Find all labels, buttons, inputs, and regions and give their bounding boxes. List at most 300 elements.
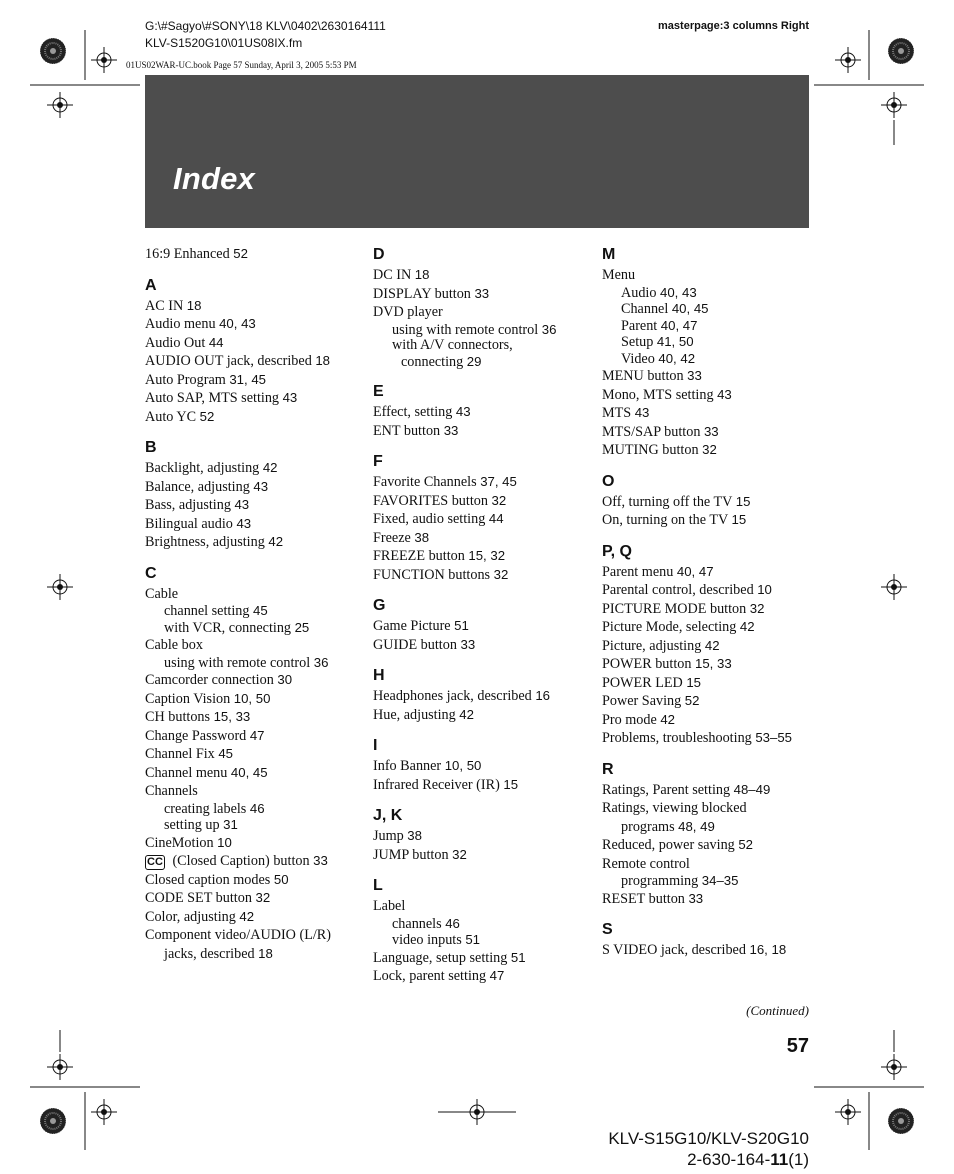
index-entry (602, 941, 827, 960)
index-term: 16:9 Enhanced (145, 246, 234, 262)
index-entry (145, 671, 370, 690)
index-term: Backlight, adjusting (145, 460, 263, 476)
index-entry (373, 529, 598, 548)
index-term: AC IN (145, 297, 187, 314)
index-page-ref: 15 (735, 493, 751, 509)
index-entry (373, 846, 598, 865)
index-entry (145, 852, 370, 871)
index-term: Auto YC (145, 408, 200, 425)
index-entry (602, 729, 827, 748)
index-page-ref: 40, 42 (658, 350, 696, 366)
index-entry (145, 245, 370, 264)
index-entry (373, 776, 598, 795)
index-term: Hue, adjusting (373, 706, 460, 723)
index-page-ref: 34–35 (701, 873, 739, 888)
index-page-ref: 18 (315, 353, 331, 368)
index-entry (145, 389, 370, 408)
index-page-ref: 52 (684, 693, 700, 708)
index-entry (602, 563, 827, 582)
index-term: Cable (145, 585, 179, 602)
document-code-prefix: 2-630-164- (687, 1150, 771, 1169)
index-page-ref: 43 (634, 405, 650, 420)
index-term: Channel Fix (145, 746, 219, 762)
index-entry (145, 459, 370, 478)
index-entry (373, 967, 598, 986)
document-code-bold: 11 (770, 1150, 789, 1169)
index-column-2 (373, 245, 598, 986)
index-term: CODE SET button (145, 890, 256, 906)
index-page-ref: 15, 32 (468, 548, 506, 563)
index-column-1 (145, 245, 370, 963)
index-page-ref: 46 (445, 915, 460, 931)
page-number: 57 (786, 1035, 809, 1057)
index-page-ref: 44 (208, 334, 224, 350)
index-term: Video (621, 350, 659, 367)
index-section (145, 564, 370, 964)
index-entry (145, 603, 370, 620)
index-term: using with remote control (164, 654, 314, 671)
index-page-ref: 43 (717, 386, 732, 402)
index-section (145, 438, 370, 552)
index-term: Reduced, power saving (602, 837, 739, 853)
closed-caption-icon: CC (147, 856, 163, 868)
index-section (602, 245, 827, 460)
index-page-ref: 33 (313, 853, 328, 868)
index-section (145, 245, 370, 264)
index-entry (602, 692, 827, 711)
index-page-ref: 44 (488, 511, 504, 526)
index-term: S VIDEO jack, described (602, 942, 750, 958)
index-entry (602, 600, 827, 619)
index-term: Menu (602, 267, 636, 283)
index-term: Label (373, 898, 406, 914)
index-term: (Closed Caption) button (168, 853, 314, 869)
registration-star-icon (40, 1108, 66, 1134)
registration-mark-icon (835, 1099, 861, 1125)
index-term: Channels (145, 783, 198, 799)
index-term: Balance, adjusting (145, 478, 254, 495)
index-term: DC IN (373, 267, 415, 283)
registration-star-icon (40, 38, 66, 64)
document-code-suffix: (1) (788, 1150, 809, 1169)
index-term: Fixed, audio setting (373, 511, 489, 527)
index-page-ref: 42 (704, 637, 720, 653)
index-entry (373, 949, 598, 968)
index-entry (373, 473, 598, 492)
index-page-ref: 51 (454, 618, 469, 633)
index-letter-heading: F (373, 453, 383, 470)
index-term: Closed caption modes (145, 871, 274, 888)
index-page-ref: 16, 18 (749, 942, 787, 957)
index-entry (373, 510, 598, 529)
masterpage-label: masterpage:3 columns Right (658, 20, 809, 32)
index-term: Parent (621, 317, 661, 334)
index-entry (145, 926, 370, 945)
index-section (373, 736, 598, 794)
index-page-ref: 32 (749, 600, 765, 616)
index-term: jacks, described (164, 945, 259, 962)
index-entry (602, 637, 827, 656)
index-letter-heading: E (373, 383, 384, 400)
index-term: DVD player (373, 304, 443, 320)
index-entry (145, 801, 370, 818)
registration-mark-icon (881, 92, 907, 118)
index-page-ref: 43 (236, 515, 252, 531)
index-entry (145, 889, 370, 908)
index-term: Ratings, Parent setting (602, 781, 734, 798)
index-page-ref: 40, 47 (660, 317, 698, 333)
index-entry (145, 764, 370, 783)
index-term: Bilingual audio (145, 515, 237, 532)
index-page-ref: 46 (249, 800, 265, 816)
index-entry (602, 781, 827, 800)
index-term: Audio menu (145, 316, 220, 332)
index-page-ref: 15 (731, 512, 747, 527)
index-entry (373, 897, 598, 916)
index-letter-heading: C (145, 564, 157, 582)
index-section (373, 666, 598, 724)
index-term: Component video/AUDIO (L/R) (145, 927, 331, 943)
index-section (373, 382, 598, 440)
index-term: RESET button (602, 890, 689, 907)
index-entry (602, 655, 827, 674)
index-term: FAVORITES button (373, 492, 492, 509)
index-page-ref: 40, 43 (660, 284, 697, 300)
index-entry (145, 945, 370, 964)
index-entry (373, 547, 598, 566)
index-entry (602, 873, 827, 890)
index-page-ref: 15, 33 (213, 709, 251, 724)
index-page-ref: 42 (239, 908, 255, 924)
index-page-ref: 47 (489, 968, 505, 983)
index-term: PICTURE MODE button (602, 600, 750, 617)
index-page-ref: 33 (443, 422, 459, 438)
index-page-ref: 42 (660, 711, 675, 727)
index-term: programs (621, 818, 679, 835)
index-entry (602, 301, 827, 318)
title-banner (145, 75, 809, 228)
index-letter-heading: I (373, 737, 378, 754)
index-entry (602, 799, 827, 818)
index-term: FUNCTION buttons (373, 566, 494, 583)
index-term: with VCR, connecting (164, 619, 295, 636)
index-term: Mono, MTS setting (602, 386, 718, 403)
index-term: FREEZE button (373, 548, 469, 564)
index-section (373, 596, 598, 654)
index-page-ref: 18 (414, 267, 430, 282)
index-page-ref: 33 (703, 423, 719, 439)
index-letter-heading: A (145, 276, 157, 294)
index-term: Camcorder connection (145, 672, 278, 688)
index-term: connecting (401, 353, 467, 370)
index-term: Caption Vision (145, 690, 234, 707)
index-entry (602, 493, 827, 512)
index-page-ref: 32 (702, 442, 717, 457)
index-term: creating labels (164, 800, 250, 817)
index-entry (602, 404, 827, 423)
registration-star-icon (888, 38, 914, 64)
index-page-ref: 52 (738, 837, 753, 852)
index-entry (373, 757, 598, 776)
index-term: channels (392, 915, 446, 932)
index-page-ref: 48–49 (733, 781, 771, 797)
index-entry (145, 690, 370, 709)
index-column-3 (602, 245, 827, 960)
index-section (602, 760, 827, 909)
model-numbers: KLV-S15G10/KLV-S20G10 (608, 1129, 809, 1148)
registration-mark-icon (835, 47, 861, 73)
index-entry (145, 515, 370, 534)
index-term: video inputs (392, 932, 466, 948)
index-page-ref: 42 (262, 460, 278, 475)
index-entry (602, 711, 827, 730)
index-term: On, turning on the TV (602, 512, 732, 528)
index-entry (602, 836, 827, 855)
index-letter-heading: M (602, 246, 616, 263)
registration-mark-icon (881, 574, 907, 600)
index-term: MTS (602, 405, 635, 421)
index-section (373, 452, 598, 584)
index-page-ref: 43 (282, 390, 298, 405)
index-term: MUTING button (602, 442, 703, 458)
index-entry (145, 620, 370, 637)
index-page-ref: 45 (218, 746, 233, 761)
index-term: Channel menu (145, 764, 231, 781)
index-term: programming (621, 873, 702, 889)
index-section (373, 876, 598, 986)
index-entry (602, 674, 827, 693)
index-term: GUIDE button (373, 636, 461, 653)
index-page-ref: 42 (268, 534, 284, 549)
registration-mark-icon (47, 1054, 73, 1080)
index-term: Lock, parent setting (373, 968, 490, 984)
index-page-ref: 45 (253, 603, 268, 618)
index-letter-heading: J, K (373, 807, 403, 824)
index-entry (145, 408, 370, 427)
index-letter-heading: R (602, 760, 614, 778)
index-entry (145, 871, 370, 890)
index-page-ref: 31 (223, 817, 238, 832)
index-entry (373, 303, 598, 322)
index-term: Info Banner (373, 758, 445, 774)
index-entry (602, 318, 827, 335)
index-term: setting up (164, 817, 224, 833)
index-entry (373, 422, 598, 441)
index-entry (145, 533, 370, 552)
index-entry (602, 423, 827, 442)
index-letter-heading: O (602, 472, 615, 490)
index-entry (145, 496, 370, 515)
index-entry (145, 352, 370, 371)
index-entry (602, 386, 827, 405)
index-term: MTS/SAP button (602, 423, 704, 440)
index-term: Favorite Channels (373, 474, 481, 490)
index-page-ref: 30 (277, 672, 293, 687)
index-entry (373, 354, 598, 371)
index-entry (145, 834, 370, 853)
index-term: Audio (621, 284, 661, 301)
registration-mark-icon (881, 1054, 907, 1080)
registration-mark-icon (47, 574, 73, 600)
index-page-ref: 52 (233, 246, 248, 261)
index-section (602, 920, 827, 960)
index-term: Picture Mode, selecting (602, 619, 740, 635)
index-term: DISPLAY button (373, 285, 475, 302)
index-term: Remote control (602, 855, 690, 872)
index-entry (373, 916, 598, 933)
index-term: ENT button (373, 422, 444, 439)
index-page-ref: 33 (474, 285, 490, 301)
index-page-ref: 10 (217, 834, 232, 850)
index-page-ref: 43 (455, 404, 471, 419)
index-page-ref: 10 (757, 582, 772, 597)
index-page-ref: 48, 49 (678, 818, 715, 834)
index-section (602, 542, 827, 748)
index-letter-heading: S (602, 921, 613, 938)
index-page-ref: 32 (491, 492, 507, 508)
index-page-ref: 31, 45 (229, 371, 267, 387)
index-term: Bass, adjusting (145, 497, 235, 513)
index-page-ref: 10, 50 (233, 690, 271, 706)
index-term: Headphones jack, described (373, 688, 536, 704)
index-term: Ratings, viewing blocked (602, 800, 747, 816)
index-term: channel setting (164, 603, 254, 619)
index-letter-heading: P, Q (602, 542, 632, 560)
index-entry (145, 297, 370, 316)
index-term: Jump (373, 828, 408, 844)
index-page-ref: 16 (535, 688, 550, 703)
index-entry (602, 855, 827, 874)
index-term: POWER button (602, 656, 696, 672)
index-term: POWER LED (602, 674, 687, 691)
continued-note: (Continued) (746, 1003, 809, 1018)
index-page-ref: 15 (503, 776, 519, 792)
index-entry (145, 478, 370, 497)
index-page-ref: 38 (414, 529, 430, 545)
book-info: 01US02WAR-UC.book Page 57 Sunday, April 3, 2005 5:53 PM (126, 60, 357, 70)
index-entry (373, 636, 598, 655)
index-term: CH buttons (145, 709, 214, 725)
index-entry (373, 706, 598, 725)
index-entry (602, 351, 827, 368)
index-letter-heading: L (373, 877, 383, 894)
index-section (602, 472, 827, 530)
index-term: Language, setup setting (373, 949, 511, 966)
registration-star-icon (888, 1108, 914, 1134)
index-term: JUMP button (373, 846, 453, 863)
index-page-ref: 41, 50 (656, 334, 694, 349)
index-term: Power Saving (602, 693, 685, 709)
index-entry (145, 585, 370, 604)
index-term: Setup (621, 334, 657, 350)
index-page-ref: 18 (186, 297, 202, 313)
file-path-line2: KLV-S1520G10\01US08IX.fm (145, 36, 303, 50)
index-entry (145, 727, 370, 746)
index-term: Infrared Receiver (IR) (373, 776, 504, 793)
index-entry (373, 338, 598, 354)
index-entry (145, 334, 370, 353)
index-term: CineMotion (145, 834, 218, 851)
index-term: Change Password (145, 727, 250, 744)
index-term: Cable box (145, 637, 203, 653)
index-entry (145, 315, 370, 334)
page-title: Index (173, 161, 255, 196)
index-page-ref: 33 (688, 890, 704, 906)
index-page-ref: 25 (294, 619, 310, 635)
index-term: Off, turning off the TV (602, 493, 736, 510)
index-page-ref: 32 (255, 890, 271, 905)
index-term: with A/V connectors, (392, 337, 513, 353)
index-entry (602, 285, 827, 302)
index-section (145, 276, 370, 427)
index-entry (373, 403, 598, 422)
index-page-ref: 18 (258, 945, 273, 961)
index-term: Auto SAP, MTS setting (145, 390, 283, 406)
index-entry (373, 266, 598, 285)
index-page-ref: 33 (460, 636, 476, 652)
index-entry (373, 566, 598, 585)
index-page-ref: 36 (313, 654, 329, 670)
index-page-ref: 43 (234, 497, 250, 512)
index-term: Parental control, described (602, 582, 758, 598)
index-entry (602, 367, 827, 386)
index-term: Auto Program (145, 371, 230, 388)
index-term: using with remote control (392, 321, 542, 338)
index-entry (602, 818, 827, 837)
index-page-ref: 36 (541, 321, 557, 337)
index-entry (602, 890, 827, 909)
index-page-ref: 40, 45 (230, 764, 268, 780)
index-term: Picture, adjusting (602, 637, 705, 654)
index-entry (145, 371, 370, 390)
index-page-ref: 32 (493, 566, 509, 582)
index-term: Parent menu (602, 563, 677, 580)
index-entry (602, 266, 827, 285)
index-entry (373, 932, 598, 949)
index-entry (373, 687, 598, 706)
index-page-ref: 29 (466, 353, 482, 369)
index-entry (145, 636, 370, 655)
index-entry (602, 511, 827, 530)
index-term: Pro mode (602, 711, 661, 728)
registration-mark-icon (47, 92, 73, 118)
index-page-ref: 43 (253, 478, 269, 494)
index-letter-heading: B (145, 439, 157, 456)
registration-mark-icon (91, 47, 117, 73)
index-term: Color, adjusting (145, 908, 240, 925)
index-page-ref: 51 (510, 949, 526, 965)
index-entry (145, 817, 370, 834)
index-page-ref: 52 (199, 408, 215, 424)
index-entry (145, 708, 370, 727)
index-entry (373, 827, 598, 846)
index-term: Effect, setting (373, 404, 456, 420)
index-entry (373, 492, 598, 511)
index-page-ref: 42 (459, 706, 474, 722)
index-entry (373, 322, 598, 339)
index-page-ref: 32 (452, 846, 467, 862)
index-letter-heading: G (373, 597, 386, 614)
index-term: MENU button (602, 368, 688, 384)
index-entry (145, 782, 370, 801)
index-entry (145, 908, 370, 927)
index-entry (602, 441, 827, 460)
index-entry (145, 745, 370, 764)
index-page-ref: 51 (465, 932, 480, 947)
index-page-ref: 10, 50 (444, 758, 482, 773)
index-page-ref: 37, 45 (480, 474, 517, 489)
index-letter-heading: D (373, 246, 385, 263)
